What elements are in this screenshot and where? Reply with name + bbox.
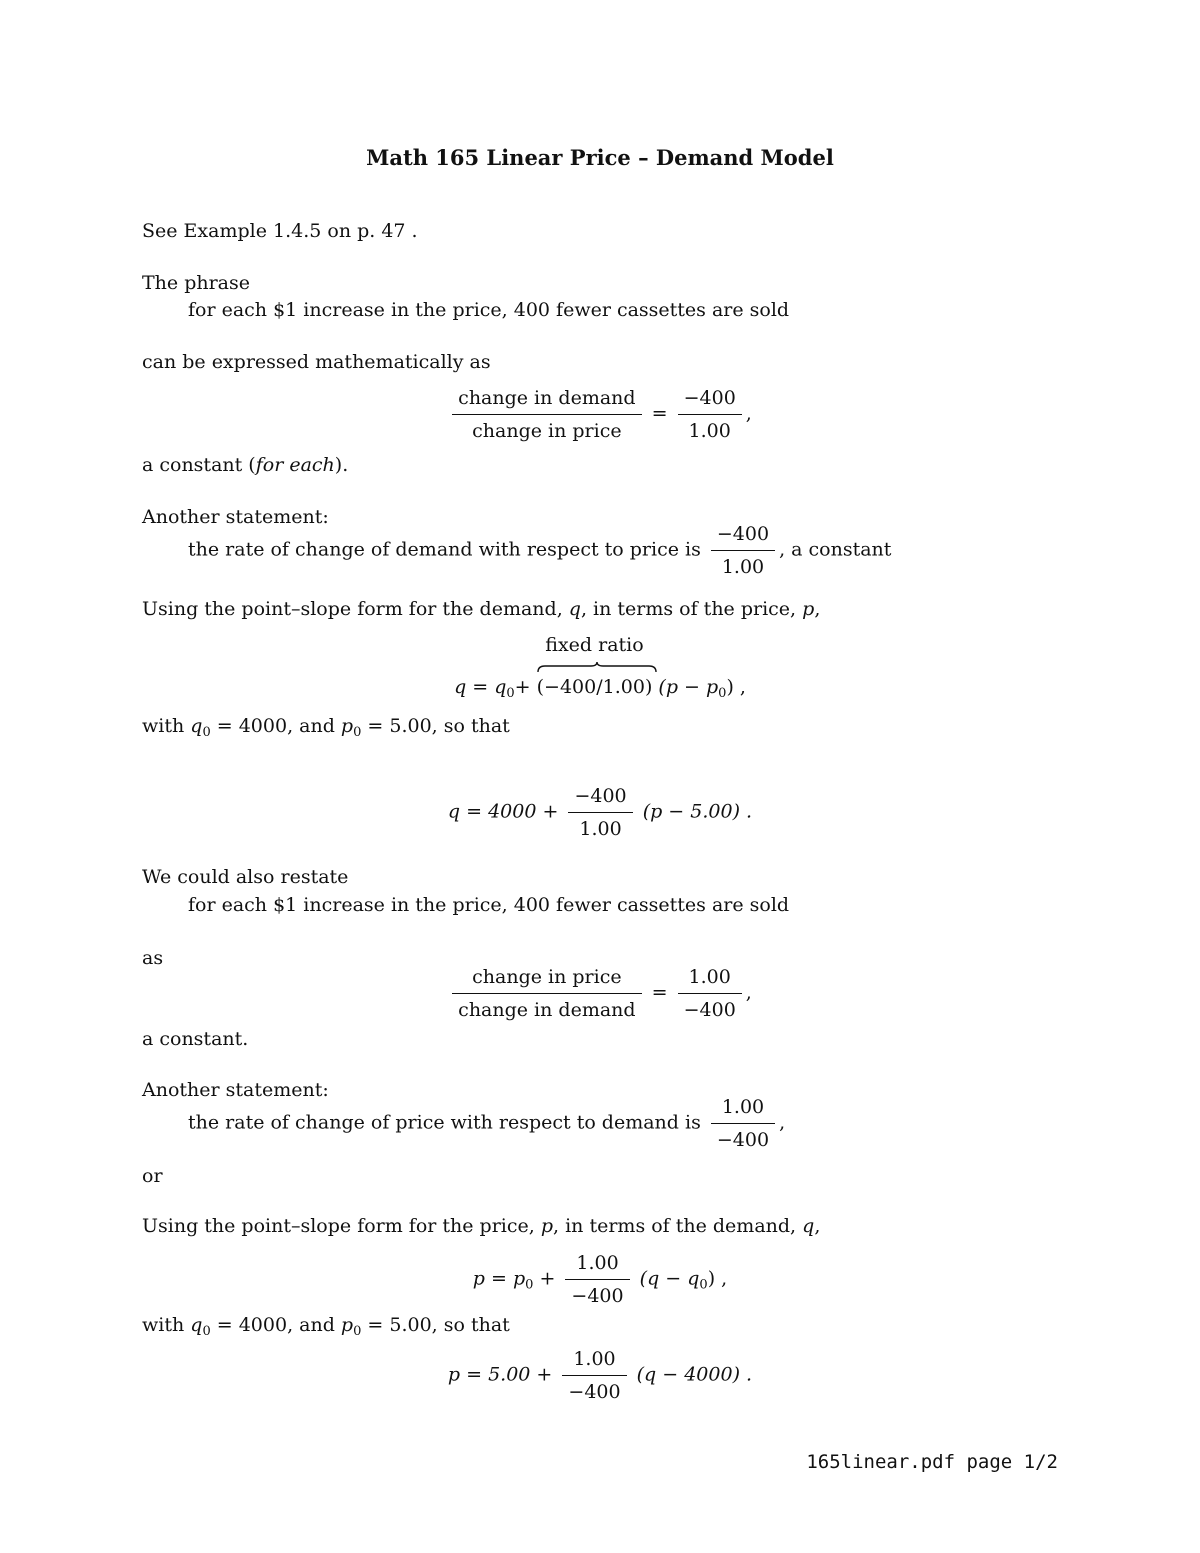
overbrace-icon bbox=[537, 661, 657, 673]
phrase-text: for each $1 increase in the price, 400 fewer cassettes are sold bbox=[188, 299, 790, 321]
page-footer: 165linear.pdf page 1/2 bbox=[806, 1451, 1058, 1473]
fraction-price-demand: $\frac{\text{change in price}}{\text{change in demand}}$ bbox=[452, 965, 641, 1022]
restate-text: We could also restate bbox=[142, 866, 349, 888]
another-statement-1: Another statement: bbox=[142, 506, 329, 528]
or-text: or bbox=[142, 1165, 163, 1187]
fraction-slope-1: $\frac{-400}{1.00}$ bbox=[568, 784, 632, 841]
fraction-value-2: $\frac{1.00}{-400}$ bbox=[678, 965, 742, 1022]
equation-demand-final: q = 4000 + $\frac{-400}{1.00}$ (p − 5.00) . bbox=[447, 785, 753, 840]
example-reference: See Example 1.4.5 on p. 47 . bbox=[142, 220, 418, 242]
fixed-ratio-brace: fixed ratio (−400/1.00) bbox=[537, 675, 653, 699]
as-text: as bbox=[142, 947, 164, 969]
equation-price-over-demand: $\frac{\text{change in price}}{\text{change in demand}}$ = $\frac{1.00}{-400}$ , bbox=[0, 965, 1200, 1022]
equation-price-final: p = 5.00 + $\frac{1.00}{-400}$ (q − 4000) . bbox=[447, 1348, 753, 1403]
fraction-rate-2: $\frac{1.00}{-400}$ bbox=[711, 1095, 775, 1152]
point-slope-price: Using the point–slope form for the price, p, in terms of the demand, q, bbox=[142, 1215, 821, 1237]
expressed-text: can be expressed mathematically as bbox=[142, 351, 491, 373]
equation-demand-over-price: $\frac{\text{change in demand}}{\text{change in price}}$ = $\frac{-400}{1.00}$ , bbox=[0, 386, 1200, 443]
fraction-rate-1: $\frac{-400}{1.00}$ bbox=[711, 522, 775, 579]
rate-of-change-price: the rate of change of price with respect to demand is $\frac{1.00}{-400}$ , bbox=[188, 1096, 786, 1151]
brace-label: fixed ratio bbox=[545, 634, 644, 656]
another-statement-2: Another statement: bbox=[142, 1079, 329, 1101]
point-slope-demand: Using the point–slope form for the demand, q, in terms of the price, p, bbox=[142, 598, 821, 620]
constant-text: a constant. bbox=[142, 1028, 249, 1050]
equation-price-point-slope: $p = p_0$ + $\frac{1.00}{-400}$ $(q - q_0)$ , bbox=[472, 1252, 728, 1307]
constant-for-each: a constant (for each). bbox=[142, 454, 349, 476]
phrase-intro: The phrase bbox=[142, 272, 250, 294]
page-title: Math 165 Linear Price – Demand Model bbox=[366, 145, 834, 170]
fraction-slope-2: $\frac{1.00}{-400}$ bbox=[565, 1251, 629, 1308]
equals-sign: = bbox=[651, 402, 668, 425]
fraction-value: $\frac{-400}{1.00}$ bbox=[678, 386, 742, 443]
initial-values-1: with $q_0 = 4000$, and $p_0 = 5.00$, so that bbox=[142, 715, 510, 740]
equation-demand-point-slope: $q = q_0+$ fixed ratio (−400/1.00) $(p - p_0)$ , bbox=[454, 634, 746, 701]
initial-values-2: with $q_0 = 4000$, and $p_0 = 5.00$, so that bbox=[142, 1314, 510, 1339]
rate-of-change-demand: the rate of change of demand with respect to price is $\frac{-400}{1.00}$ , a constant bbox=[188, 523, 892, 578]
phrase-text-2: for each $1 increase in the price, 400 fewer cassettes are sold bbox=[188, 894, 790, 916]
fraction-slope-3: $\frac{1.00}{-400}$ bbox=[562, 1347, 626, 1404]
fraction-demand-price: $\frac{\text{change in demand}}{\text{change in price}}$ bbox=[452, 386, 641, 443]
